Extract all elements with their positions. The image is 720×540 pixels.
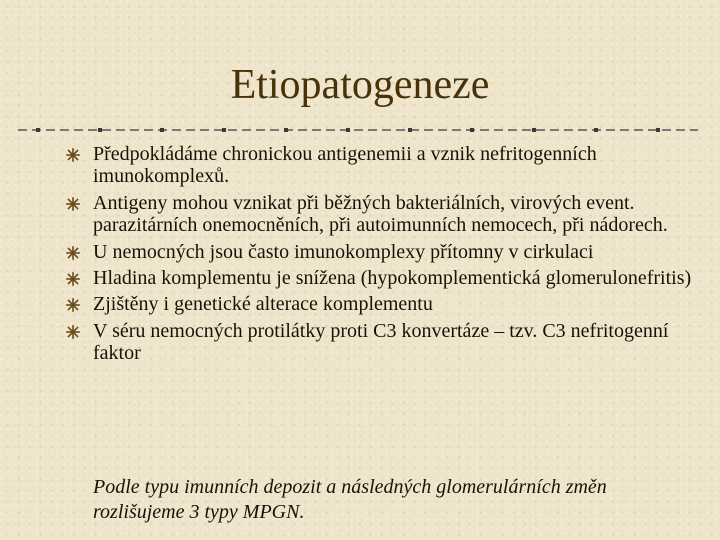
- bullet-list: [66, 143, 706, 369]
- bullet-item: [66, 143, 706, 188]
- asterisk-star-icon: [66, 246, 80, 260]
- bullet-item: [66, 192, 706, 237]
- bullet-text: Hladina komplementu je snížena (hypokomplementická glomerulonefritis): [93, 267, 692, 290]
- bullet-text: Antigeny mohou vznikat při běžných bakteriálních, virových event. parazitárních onemocněních, při autoimunních nemocech, při nádorech.: [93, 191, 668, 237]
- bullet-text: Předpokládáme chronickou antigenemii a vznik nefritogenních imunokomplexů.: [93, 143, 597, 188]
- bullet-item: [66, 267, 706, 289]
- title-divider: [18, 126, 698, 134]
- asterisk-star-icon: [66, 197, 80, 211]
- bullet-item: [66, 241, 706, 263]
- asterisk-star-icon: [66, 148, 80, 162]
- asterisk-star-icon: [66, 272, 80, 286]
- slide-title: Etiopatogeneze: [230, 62, 490, 108]
- bullet-item: [66, 320, 706, 365]
- bullet-text: V séru nemocných protilátky proti C3 konvertáze – tzv. C3 nefritogenní faktor: [93, 319, 669, 365]
- bullet-text: Zjištěny i genetické alterace komplementu: [93, 293, 433, 316]
- summary-note: Podle typu imunních depozit a následných glomerulárních změn rozlišujeme 3 typy MPGN.: [93, 476, 607, 523]
- asterisk-star-icon: [66, 298, 80, 312]
- asterisk-star-icon: [66, 325, 80, 339]
- bullet-text: U nemocných jsou často imunokomplexy přítomny v cirkulaci: [93, 240, 594, 263]
- bullet-item: [66, 293, 706, 315]
